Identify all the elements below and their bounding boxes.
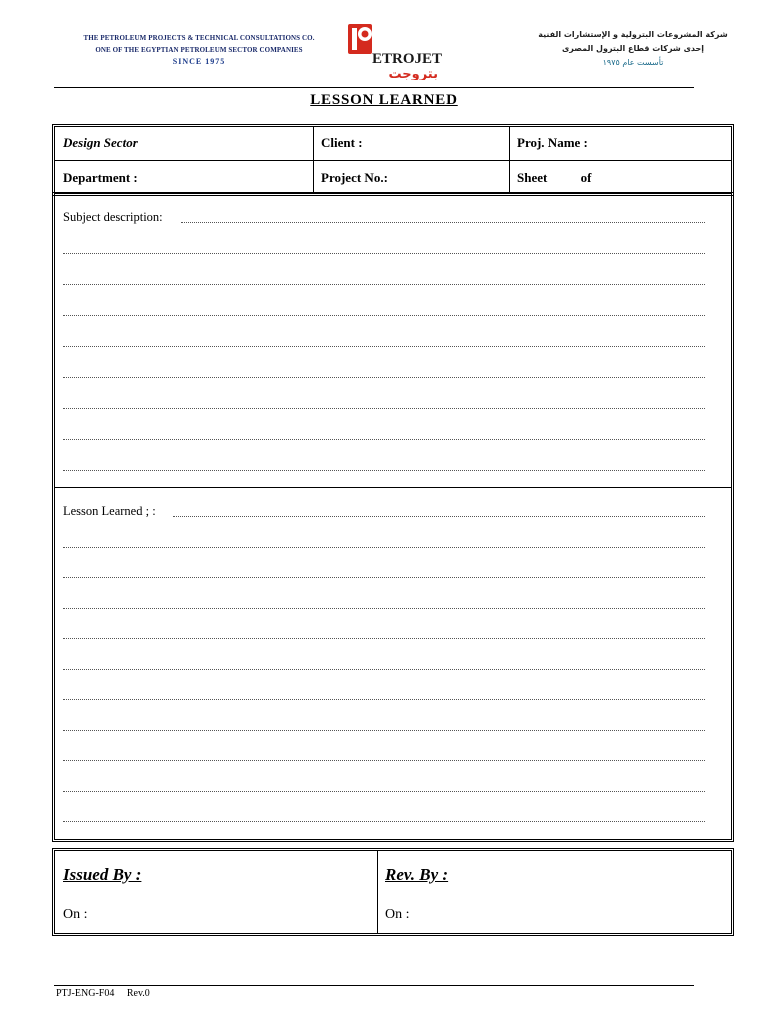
dotted-line: [63, 470, 705, 471]
sheet-field[interactable]: [509, 170, 591, 186]
dotted-line: [63, 547, 705, 548]
company-header-arabic: [518, 28, 748, 70]
dotted-line: [63, 638, 705, 639]
dotted-line: [63, 408, 705, 409]
issued-on-field[interactable]: On :: [63, 907, 88, 922]
header-divider: [54, 87, 694, 88]
dotted-line: [63, 730, 705, 731]
company-name-arabic: شركة المشروعات البترولية و الإستشارات الفنية: [538, 30, 728, 39]
sheet-of-label: of: [580, 170, 592, 185]
dotted-line: [63, 253, 705, 254]
dotted-line: [63, 577, 705, 578]
lesson-learned-label: Lesson Learned ; :: [63, 504, 156, 518]
form-revision: Rev.0: [126, 988, 150, 999]
dotted-line: [181, 222, 705, 223]
footer-divider: [54, 985, 694, 986]
company-header-english: [54, 32, 344, 68]
dotted-line: [63, 791, 705, 792]
section-divider: [55, 487, 731, 488]
info-divider: [55, 160, 731, 161]
rev-on-field[interactable]: On :: [385, 907, 410, 922]
company-tagline-arabic: إحدى شركات قطاع البترول المصرى: [561, 44, 705, 53]
dotted-line: [63, 760, 705, 761]
form-code: PTJ-ENG-F04: [56, 988, 115, 999]
company-tagline: ONE OF THE EGYPTIAN PETROLEUM SECTOR COMPANIES: [95, 46, 303, 54]
company-since: SINCE 1975: [172, 57, 226, 66]
dotted-line: [63, 346, 705, 347]
issued-by-label: Issued By :: [63, 865, 142, 884]
signature-divider: [377, 851, 378, 933]
petrojet-logo-icon: [346, 22, 462, 80]
info-table: [54, 126, 732, 194]
dotted-line: [63, 315, 705, 316]
company-name: THE PETROLEUM PROJECTS & TECHNICAL CONSULTATIONS CO.: [83, 34, 315, 42]
dotted-line: [63, 669, 705, 670]
project-no-field[interactable]: Project No.:: [321, 170, 388, 185]
company-since-arabic: تأسست عام ١٩٧٥: [602, 58, 664, 67]
dotted-line: [63, 284, 705, 285]
dotted-line: [63, 377, 705, 378]
design-sector-field[interactable]: Design Sector: [63, 135, 138, 150]
logo-arabic-text: بتروجت: [388, 67, 438, 80]
subject-description-label: Subject description:: [63, 210, 163, 224]
dotted-line: [173, 516, 705, 517]
sheet-label: Sheet: [517, 170, 548, 185]
proj-name-field[interactable]: Proj. Name :: [517, 135, 588, 150]
department-field[interactable]: Department :: [63, 170, 138, 185]
dotted-line: [63, 699, 705, 700]
content-frame: [54, 194, 732, 840]
client-field[interactable]: Client :: [321, 135, 363, 150]
signature-table: [54, 850, 732, 934]
dotted-line: [63, 608, 705, 609]
dotted-line: [63, 439, 705, 440]
rev-by-label: Rev. By :: [385, 865, 449, 884]
dotted-line: [63, 821, 705, 822]
logo-text: ETROJET: [372, 51, 443, 67]
footer: [56, 988, 150, 999]
document-title: LESSON LEARNED: [310, 92, 458, 108]
